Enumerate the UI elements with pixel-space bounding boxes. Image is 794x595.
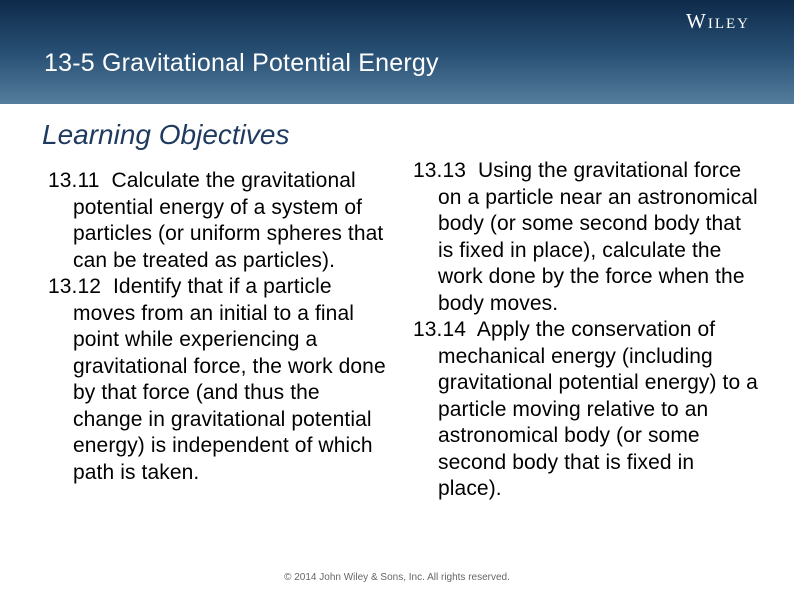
objective-text: Calculate the gravitational potential energy of a system of particles (or uniform spheres that can be treated as particles).: [73, 169, 384, 272]
header-band: [0, 0, 794, 104]
objectives-right-column: [413, 158, 758, 503]
objective-item: [48, 168, 393, 274]
objective-item: [413, 317, 758, 503]
objective-number: 13.11: [48, 169, 100, 192]
objective-text: Apply the conservation of mechanical energy (including gravitational potential energy) to a particle moving relative to an astronomical body (or some second body that is fixed in place).: [438, 318, 758, 500]
objective-text: Identify that if a particle moves from an initial to a final point while experiencing a gravitational force, the work done by that force (and thus the change in gravitational potential energy) is independent of which path is taken.: [73, 275, 386, 484]
objective-number: 13.14: [413, 318, 467, 341]
objectives-left-column: [48, 168, 393, 486]
objective-item: [413, 158, 758, 317]
objective-number: 13.12: [48, 275, 102, 298]
copyright-footer: © 2014 John Wiley & Sons, Inc. All rights reserved.: [284, 572, 510, 583]
section-heading: Learning Objectives: [42, 119, 290, 150]
objective-number: 13.13: [413, 159, 467, 182]
objective-text: Using the gravitational force on a particle near an astronomical body (or some second body that is fixed in place), calculate the work done by the force when the body moves.: [438, 159, 758, 315]
slide-title: 13-5 Gravitational Potential Energy: [44, 49, 439, 77]
wiley-logo: Wiley: [686, 9, 750, 33]
objective-item: [48, 274, 393, 486]
